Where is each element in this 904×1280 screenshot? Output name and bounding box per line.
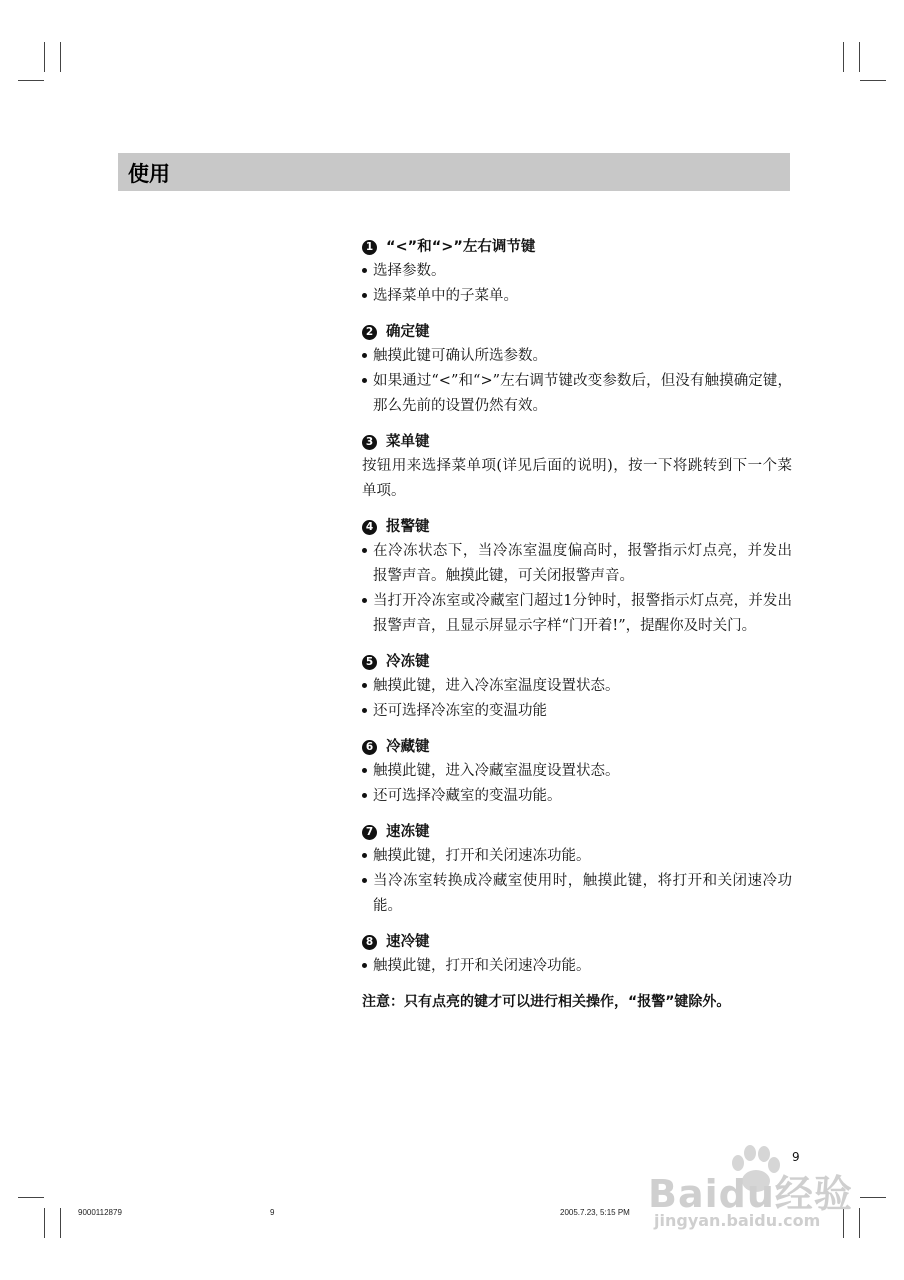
section-title: 速冷键 [386, 934, 430, 950]
bullet-text: 触摸此键，进入冷冻室温度设置状态。 [373, 678, 620, 694]
bullet-icon [362, 293, 367, 298]
section-heading [362, 930, 792, 954]
bullet-item [362, 869, 792, 919]
number-badge: 6 [362, 740, 377, 755]
bullet-item [362, 369, 792, 419]
section-heading [362, 320, 792, 344]
bullet-icon [362, 598, 367, 603]
section-5 [362, 650, 792, 724]
bullet-text: 在冷冻状态下，当冷冻室温度偏高时，报警指示灯点亮，并发出报警声音。触摸此键，可关闭报警声音。 [373, 543, 792, 584]
watermark-url: jingyan.baidu.com [654, 1211, 821, 1230]
section-header-bar [118, 153, 790, 191]
section-title: 菜单键 [386, 434, 430, 450]
bullet-item [362, 539, 792, 589]
section-heading [362, 650, 792, 674]
number-badge: 3 [362, 435, 377, 450]
bullet-text: 选择参数。 [373, 263, 446, 279]
bullet-icon [362, 853, 367, 858]
page-title: 使用 [128, 162, 170, 186]
number-badge: 4 [362, 520, 377, 535]
bullet-icon [362, 878, 367, 883]
bullet-icon [362, 963, 367, 968]
bullet-item [362, 699, 792, 724]
bullet-item [362, 284, 792, 309]
section-heading [362, 430, 792, 454]
key-descriptions [362, 235, 792, 1014]
section-title: “<”和“>”左右调节键 [386, 239, 536, 255]
paragraph: 按钮用来选择菜单项(详见后面的说明)，按一下将跳转到下一个菜单项。 [362, 458, 792, 499]
bullet-text: 触摸此键，打开和关闭速冻功能。 [373, 848, 591, 864]
section-heading [362, 820, 792, 844]
section-title: 冷藏键 [386, 739, 430, 755]
bullet-icon [362, 793, 367, 798]
bullet-item [362, 259, 792, 284]
bullet-item [362, 344, 792, 369]
bullet-text: 如果通过“<”和“>”左右调节键改变参数后，但没有触摸确定键，那么先前的设置仍然有效。 [373, 373, 792, 414]
number-badge: 7 [362, 825, 377, 840]
page-number: 9 [792, 1150, 800, 1164]
bullet-icon [362, 353, 367, 358]
bullet-text: 还可选择冷冻室的变温功能 [373, 703, 547, 719]
bullet-item [362, 844, 792, 869]
section-7 [362, 820, 792, 919]
bullet-item [362, 759, 792, 784]
number-badge: 2 [362, 325, 377, 340]
baidu-watermark [640, 1145, 855, 1240]
bullet-item [362, 954, 792, 979]
bullet-text: 触摸此键可确认所选参数。 [373, 348, 547, 364]
section-heading [362, 735, 792, 759]
number-badge: 5 [362, 655, 377, 670]
section-title: 报警键 [386, 519, 430, 535]
bullet-icon [362, 548, 367, 553]
bullet-icon [362, 708, 367, 713]
bullet-item [362, 674, 792, 699]
bullet-icon [362, 683, 367, 688]
bullet-text: 触摸此键，进入冷藏室温度设置状态。 [373, 763, 620, 779]
bullet-text: 当冷冻室转换成冷藏室使用时，触摸此键，将打开和关闭速冷功能。 [373, 873, 792, 914]
section-2 [362, 320, 792, 419]
number-badge: 8 [362, 935, 377, 950]
bullet-icon [362, 768, 367, 773]
section-6 [362, 735, 792, 809]
bullet-item [362, 589, 792, 639]
bullet-icon [362, 378, 367, 383]
section-title: 冷冻键 [386, 654, 430, 670]
section-heading [362, 515, 792, 539]
section-title: 确定键 [386, 324, 430, 340]
section-heading [362, 235, 792, 259]
section-3 [362, 430, 792, 504]
section-4 [362, 515, 792, 639]
bullet-item [362, 784, 792, 809]
number-badge: 1 [362, 240, 377, 255]
bullet-text: 选择菜单中的子菜单。 [373, 288, 518, 304]
bullet-text: 当打开冷冻室或冷藏室门超过1分钟时，报警指示灯点亮，并发出报警声音，且显示屏显示字样“门开着!”，提醒你及时关门。 [373, 593, 792, 634]
footer-doc-code: 9000112879 [78, 1208, 122, 1217]
watermark-logo: Baidu经验 [648, 1172, 853, 1216]
bullet-text: 还可选择冷藏室的变温功能。 [373, 788, 562, 804]
section-title: 速冻键 [386, 824, 430, 840]
footer-page: 9 [270, 1208, 275, 1217]
note-text: 注意：只有点亮的键才可以进行相关操作，“报警”键除外。 [362, 994, 731, 1010]
section-8 [362, 930, 792, 979]
footer-date: 2005.7.23, 5:15 PM [560, 1208, 630, 1217]
bullet-text: 触摸此键，打开和关闭速冷功能。 [373, 958, 591, 974]
section-1 [362, 235, 792, 309]
bullet-icon [362, 268, 367, 273]
